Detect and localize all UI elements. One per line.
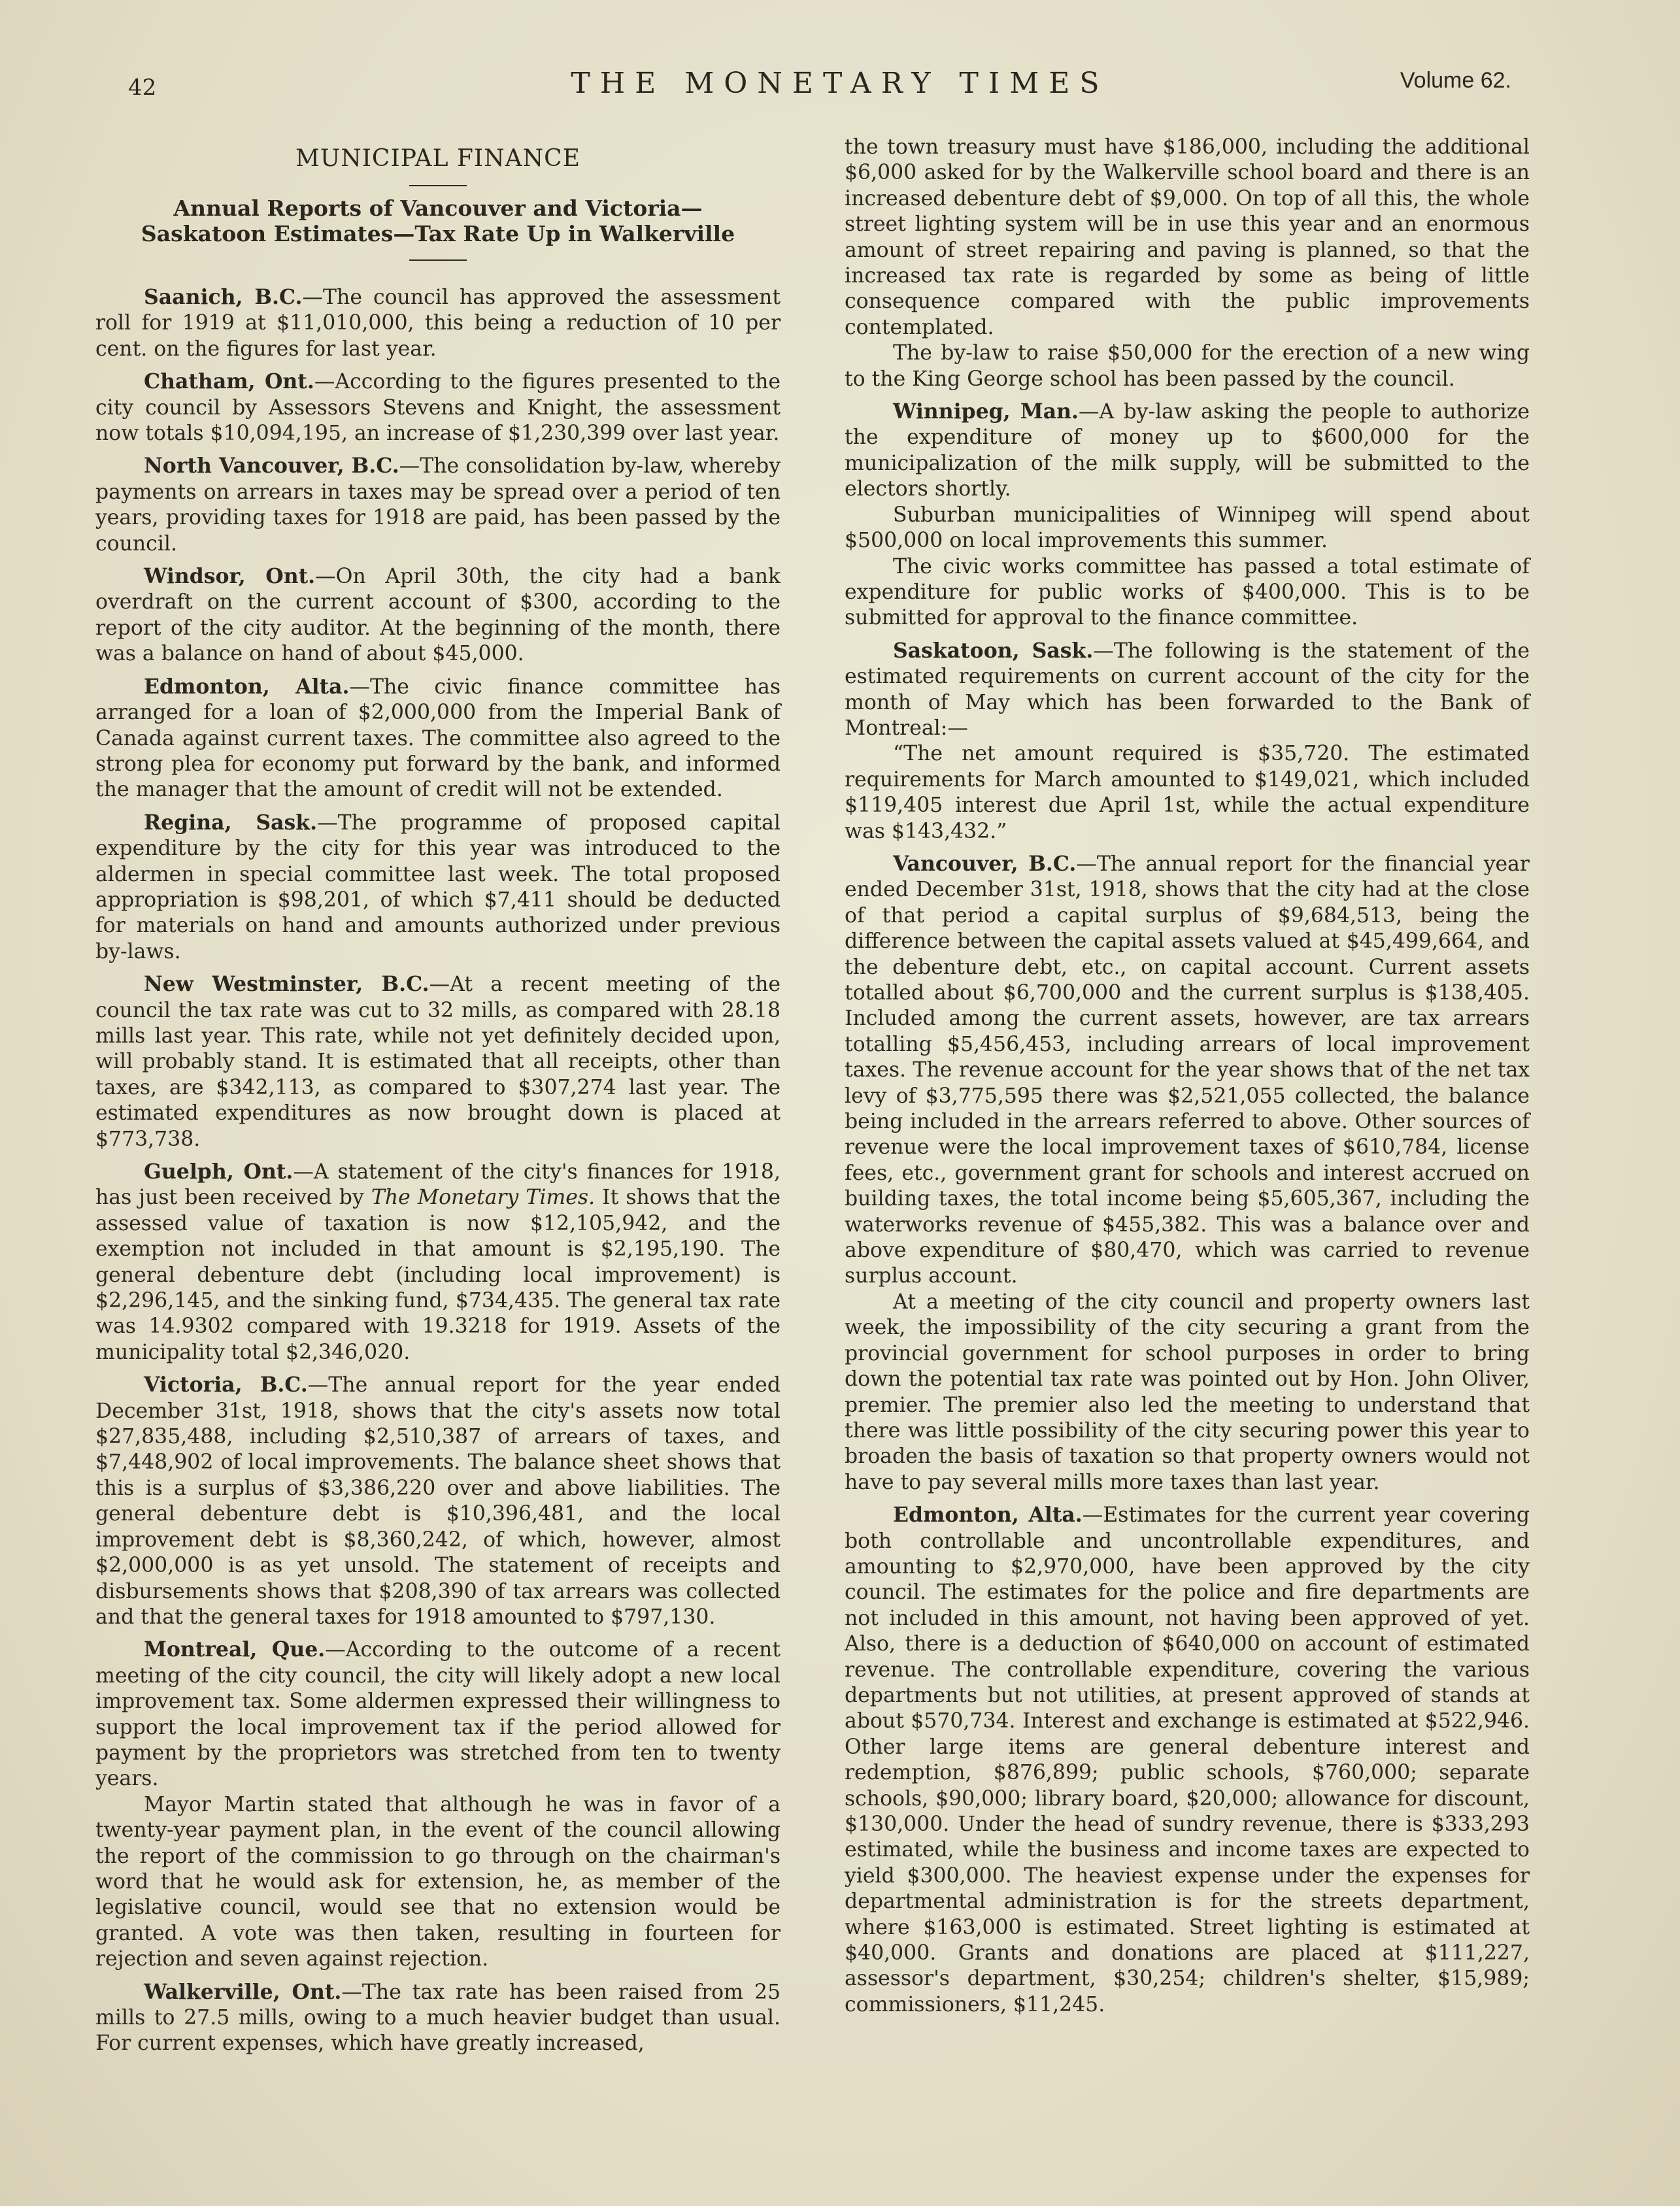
left-column-body (95, 284, 781, 2057)
paragraph-text: —On April 30th, the city had a bank overdraft on the current account of $300, according to the report of the city auditor. At the beginning of the month, there was a balance on hand of about $45,000. (95, 565, 781, 666)
paragraph-text: —Estimates for the current year covering both controllable and uncontrollable expenditures, and amounting to $2,970,000, have been approved by the city council. The estimates for the police and fire departments are not included in this amount, not having been approved of yet. Also, there is a deduction of $640,000 on account of estimated revenue. The controllable expenditure, covering the various departments but not utilities, at present approved of stands at about $570,734. Interest and exchange is estimated at $522,946. Other large items are general debenture interest and redemption, $876,899; public schools, $760,000; separate schools, $90,000; library board, $20,000; allowance for discount, $130,000. Under the head of sundry revenue, there is $333,293 estimated, while the business and income taxes are expected to yield $300,000. The heaviest expense under the expenses for departmental administration is for the streets department, where $163,000 is estimated. Street lighting is estimated at $40,000. Grants and donations are placed at $111,227, assessor's department, $30,254; children's shelter, $15,989; commissioners, $11,245. (845, 1503, 1530, 2016)
paragraph (845, 851, 1530, 1290)
paragraph (95, 1637, 781, 1792)
paragraph-text: The by-law to raise $50,000 for the erection of a new wing to the King George school has been passed by the council. (845, 341, 1530, 391)
place-name: Chatham, Ont. (144, 369, 314, 394)
paragraph-text: the town treasury must have $186,000, including the additional $6,000 asked for by the Walkerville school board and there is an increased debenture debt of $9,000. On top of all this, the whole street lighting system will be in use this year and an enormous amount of street repairing and paving is planned, so that the increased tax rate is regarded by some as being of little consequence compared with the public improvements contemplated. (845, 135, 1530, 339)
paragraph-text: —The annual report for the financial year ended December 31st, 1918, shows that the city had at the close of that period a capital surplus of $9,684,513, being the difference between the capital assets valued at $45,499,664, and the debenture debt, etc., on capital account. Current assets totalled about $6,700,000 and the current surplus is $138,405. Included among the current assets, however, are tax arrears totalling $5,456,453, including arrears of local improvement taxes. The revenue account for the year shows that of the net tax levy of $3,775,595 there was $2,521,055 collected, the balance being included in the arrears referred to above. Other sources of revenue were the local improvement taxes of $610,784, license fees, etc., government grant for schools and interest accrued on building taxes, the total income being $5,605,367, including the waterworks revenue of $455,382. This was a balance over and above expenditure of $80,470, which was carried to revenue surplus account. (845, 852, 1530, 1288)
section-subtitle: Annual Reports of Vancouver and Victoria—Saskatoon Estimates—Tax Rate Up in Walkerville (141, 195, 735, 246)
section-title: MUNICIPAL FINANCE (295, 145, 580, 172)
paragraph-text: “The net amount required is $35,720. The estimated requirements for March amounted to $149,021, which included $119,405 interest due April 1st, while the actual expenditure was $143,432.” (845, 742, 1530, 843)
paragraph-text: —The council has approved the assessment roll for 1919 at $11,010,000, this being a reduction of 10 per cent. on the figures for last year. (95, 286, 781, 361)
paragraph (845, 135, 1530, 341)
paragraph-text: The civic works committee has passed a total estimate of expenditure for public works of $400,000. This is to be submitted for approval to the finance committee. (845, 554, 1530, 630)
paragraph (845, 1502, 1530, 2018)
volume-label: Volume 62. (1400, 68, 1511, 93)
place-name: Regina, Sask. (144, 810, 318, 835)
paragraph (845, 503, 1530, 554)
publication-name: The Monetary Times. (371, 1186, 596, 1210)
paragraph (845, 741, 1530, 844)
paragraph (95, 1792, 781, 1973)
paragraph (95, 810, 781, 965)
place-name: Guelph, Ont. (144, 1160, 294, 1184)
place-name: Montreal, Que. (144, 1637, 326, 1662)
paragraph (95, 674, 781, 803)
page-number: 42 (128, 75, 157, 101)
paragraph-text: Mayor Martin stated that although he was in favor of a twenty-year payment plan, in the event of the council allowing the report of the commission to go through on the chairman's word that he would ask for extension, he, as member of the legislative council, would see that no extension would be granted. A vote was then taken, resulting in fourteen for rejection and seven against rejection. (95, 1792, 781, 1971)
paragraph-text: —According to the figures presented to the city council by Assessors Stevens and Knight, the assessment now totals $10,094,195, an increase of $1,230,399 over last year. (95, 370, 781, 446)
paragraph-text: —A by-law asking the people to authorize the expenditure of money up to $600,000 for the municipalization of the milk supply, will be submitted to the electors shortly. (845, 400, 1530, 501)
title-rule (409, 185, 467, 186)
paragraph (845, 1290, 1530, 1496)
place-name: North Vancouver, B.C. (144, 454, 399, 478)
paragraph-text: —The tax rate has been raised from 25 mills to 27.5 mills, owing to a much heavier budget than usual. For current expenses, which have greatly increased, (95, 1980, 781, 2056)
place-name: Walkerville, Ont. (144, 1979, 342, 2004)
place-name: Vancouver, B.C. (893, 851, 1077, 876)
place-name: Windsor, Ont. (144, 564, 316, 589)
right-column (845, 135, 1530, 2018)
paragraph (95, 971, 781, 1152)
subtitle-rule (409, 259, 467, 261)
right-column-body (845, 135, 1530, 2018)
paragraph-text: —The civic finance committee has arranged for a loan of $2,000,000 from the Imperial Bank of Canada against current taxes. The committee also agreed to the strong plea for economy put forward by the bank, and informed the manager that the amount of credit will not be extended. (95, 675, 781, 802)
paragraph-text: —At a recent meeting of the council the tax rate was cut to 32 mills, as compared with 28.18 mills last year. This rate, while not yet definitely decided upon, will probably stand. It is estimated that all receipts, other than taxes, are $342,113, as compared to $307,274 last year. The estimated expenditures as now brought down is placed at $773,738. (95, 973, 781, 1151)
paragraph (845, 399, 1530, 503)
paragraph-text: —The following is the statement of the estimated requirements on current account of the city for the month of May which has been forwarded to the Bank of Montreal:— (845, 639, 1530, 740)
paragraph (845, 341, 1530, 392)
left-column (95, 136, 781, 2057)
paragraph (95, 1979, 781, 2057)
paragraph-text: —The consolidation by-law, whereby payments on arrears in taxes may be spread over a period of ten years, providing taxes for 1918 are paid, has been passed by the council. (95, 454, 781, 556)
paragraph-text: —The annual report for the year ended December 31st, 1918, shows that the city's assets now total $27,835,488, including $2,510,387 of arrears of taxes, and $7,448,902 of local improvements. The balance sheet shows that this is a surplus of $3,386,220 over and above liabilities. The general debenture debt is $10,396,481, and the local improvement debt is $8,360,242, of which, however, almost $2,000,000 is as yet unsold. The statement of receipts and disbursements shows that $208,390 of tax arrears was collected and that the general taxes for 1918 amounted to $797,130. (95, 1373, 781, 1629)
paragraph (95, 1372, 781, 1630)
place-name: Winnipeg, Man. (893, 399, 1079, 424)
paragraph-text: At a meeting of the city council and property owners last week, the impossibility of the city securing a grant from the provincial government for school purposes in order to bring down the potential tax rate was pointed out by Hon. John Oliver, premier. The premier also led the meeting to understand that there was little possibility of the city securing power this year to broaden the basis of taxation so that property owners would not have to pay several mills more taxes than last year. (845, 1290, 1530, 1494)
place-name: Victoria, B.C. (144, 1373, 308, 1397)
paragraph-text: —A statement of the city's finances for 1918, has just been received by (95, 1160, 781, 1210)
paragraph-text: It shows that the assessed value of taxation is now $12,105,942, and the exemption not included in that amount is $2,195,190. The general debenture debt (including local improvement) is $2,296,145, and the sinking fund, $734,435. The general tax rate was 14.9302 compared with 19.3218 for 1919. Assets of the municipality total $2,346,020. (95, 1186, 781, 1364)
paragraph-text: —The programme of proposed capital expenditure by the city for this year was introduced to the aldermen in special committee last week. The total proposed appropriation is $98,201, of which $7,411 should be deducted for materials on hand and amounts authorized under previous by-laws. (95, 811, 781, 963)
paragraph (95, 284, 781, 362)
paragraph-text: —According to the outcome of a recent meeting of the city council, the city will likely adopt a new local improvement tax. Some aldermen expressed their willingness to support the local improvement tax if the period allowed for payment by the proprietors was stretched from ten to twenty years. (95, 1638, 781, 1791)
paragraph (95, 369, 781, 446)
paragraph (845, 554, 1530, 631)
place-name: Edmonton, Alta. (144, 674, 350, 699)
place-name: Saanich, B.C. (144, 285, 303, 309)
place-name: New Westminster, B.C. (144, 972, 429, 997)
paragraph (95, 1159, 781, 1365)
page-header (0, 63, 1680, 109)
paragraph-text: Suburban municipalities of Winnipeg will spend about $500,000 on local improvements this summer. (845, 503, 1530, 553)
place-name: Saskatoon, Sask. (893, 638, 1094, 663)
journal-title: THE MONETARY TIMES (571, 67, 1109, 100)
place-name: Edmonton, Alta. (893, 1503, 1083, 1528)
paragraph (95, 453, 781, 557)
paragraph (95, 563, 781, 667)
paragraph (845, 638, 1530, 742)
